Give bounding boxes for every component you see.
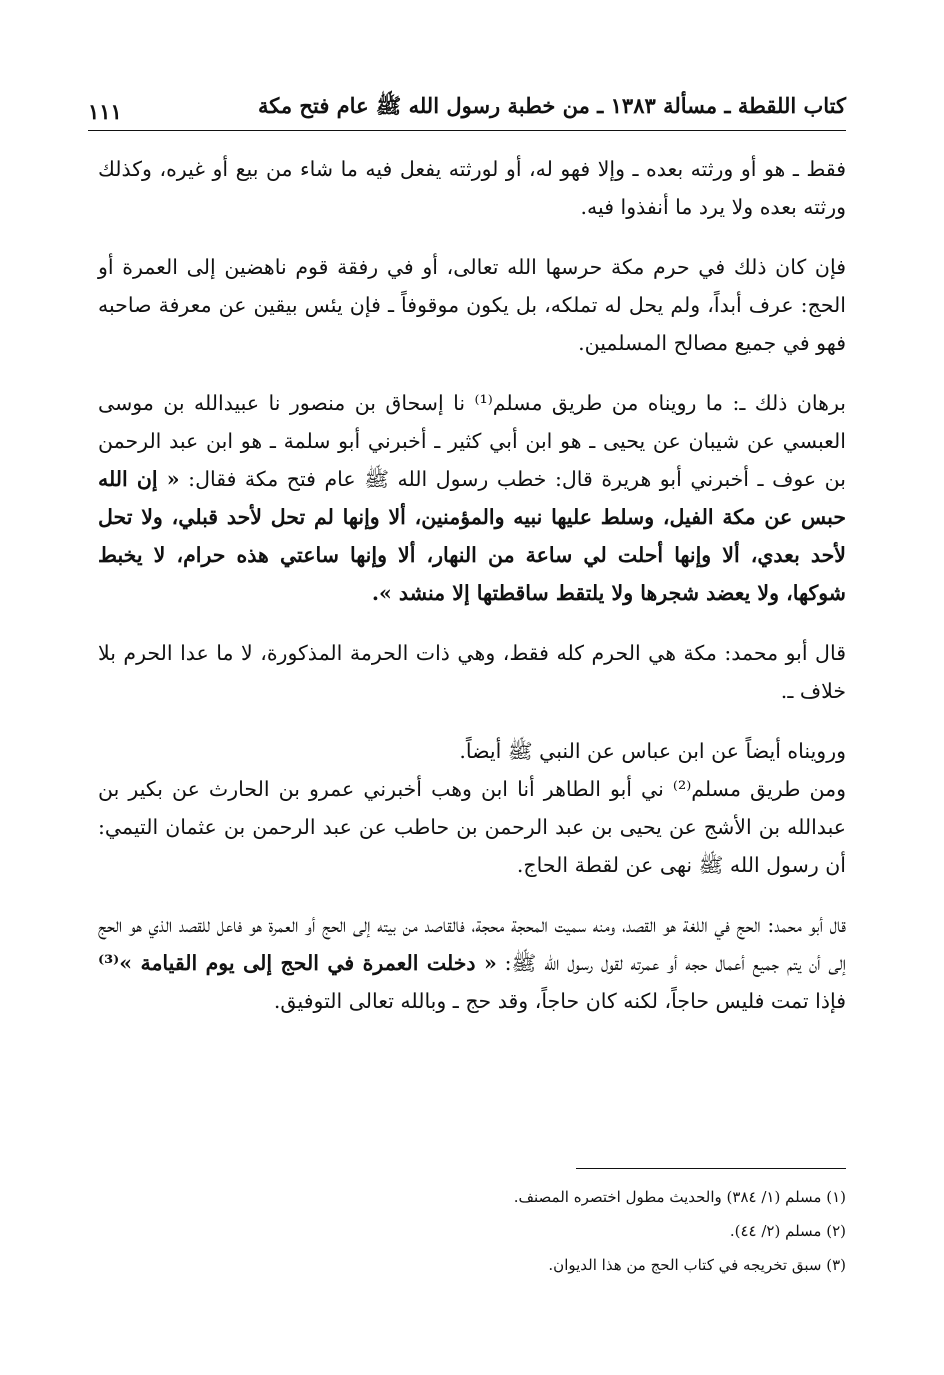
footnotes <box>98 1180 846 1282</box>
paragraph-ibn-abbas: ورويناه أيضاً عن ابن عباس عن النبي ﷺ أيضاً. <box>459 739 846 763</box>
running-header <box>88 84 846 124</box>
footnote-2: (٢) مسلم (٢/ ٤٤). <box>729 1222 846 1240</box>
footnote-rule <box>576 1168 846 1169</box>
paragraph-continuation: فقط ـ هو أو ورثته بعده ـ وإلا فهو له، أو لورثته يفعل فيه ما شاء من بيع أو غيره، وكذلك ورثته بعده ولا يرد ما أنفذوا فيه. <box>98 157 846 219</box>
isnad-text: برهان ذلك ـ: ما رويناه من طريق مسلم⁽¹⁾ نا إسحاق بن منصور نا عبيدالله بن موسى العبسي عن شيبان عن يحيى ـ هو ابن أبي كثير ـ أخبرني أبو سلمة ـ هو ابن عبد الرحمن بن عوف ـ أخبرني أبو هريرة قال: خطب رسول الله ﷺ عام فتح مكة فقال: <box>98 391 846 491</box>
page-number: ١١١ <box>88 99 122 124</box>
footnote-1: (١) مسلم (١/ ٣٨٤) والحديث مطول اختصره المصنف. <box>513 1188 846 1206</box>
paragraph-abu-muhammad-mecca: قال أبو محمد: مكة هي الحرم كله فقط، وهي ذات الحرمة المذكورة، لا ما عدا الحرم بلا خلاف ـ. <box>98 641 846 703</box>
definition-text: قال أبو محمد: الحج في اللغة هو القصد، ومنه سميت المحجة محجة، فالقاصد من بيته إلى الحج أو العمرة هو فاعل للقصد الذي هو الحج إلى أن يتم جميع أعمال حجه أو عمرته لقول رسول الله ﷺ: <box>98 913 846 975</box>
paragraph-haram-ruling: فإن كان ذلك في حرم مكة حرسها الله تعالى، أو في رفقة قوم ناهضين إلى العمرة أو الحج: عرف أبداً، ولم يحل له تملكه، بل يكون موقوفاً ـ فإن يئس بيقين عن معرفة صاحبه فهو في جميع مصالح المسلمين. <box>98 255 846 355</box>
paragraph-proof-isnad <box>98 384 846 612</box>
hadith-quote-umrah: « دخلت العمرة في الحج إلى يوم القيامة »⁽³⁾ <box>98 951 497 975</box>
footnote-3: (٣) سبق تخريجه في كتاب الحج من هذا الديوان. <box>548 1256 846 1274</box>
header-rule <box>88 130 846 131</box>
hadith-quote-mecca: « إن الله حبس عن مكة الفيل، وسلط عليها نبيه والمؤمنين، ألا وإنها لم تحل لأحد قبلي، ولا تحل لأحد بعدي، ألا وإنها أحلت لي ساعة من النهار، ألا وإنها ساعتي هذه حرام، لا يخبط شوكها، ولا يعضد شجرها ولا يلتقط ساقطتها إلا منشد ». <box>98 467 846 605</box>
header-title: كتاب اللقطة ـ مسألة ١٣٨٣ ـ من خطبة رسول الله ﷺ عام فتح مكة <box>258 93 846 118</box>
closing-text: فإذا تمت فليس حاجاً، لكنه كان حاجاً، وقد حج ـ وبالله تعالى التوفيق. <box>273 989 846 1013</box>
main-text <box>98 150 846 1020</box>
paragraph-hajj-definition <box>98 906 846 1020</box>
paragraph-muslim-luqata-hajj: ومن طريق مسلم⁽²⁾ ني أبو الطاهر أنا ابن وهب أخبرني عمرو بن الحارث عن بكير بن عبدالله بن الأشج عن يحيى بن عبد الرحمن بن حاطب عن عبد الرحمن بن عثمان التيمي: أن رسول الله ﷺ نهى عن لقطة الحاج. <box>98 777 846 877</box>
